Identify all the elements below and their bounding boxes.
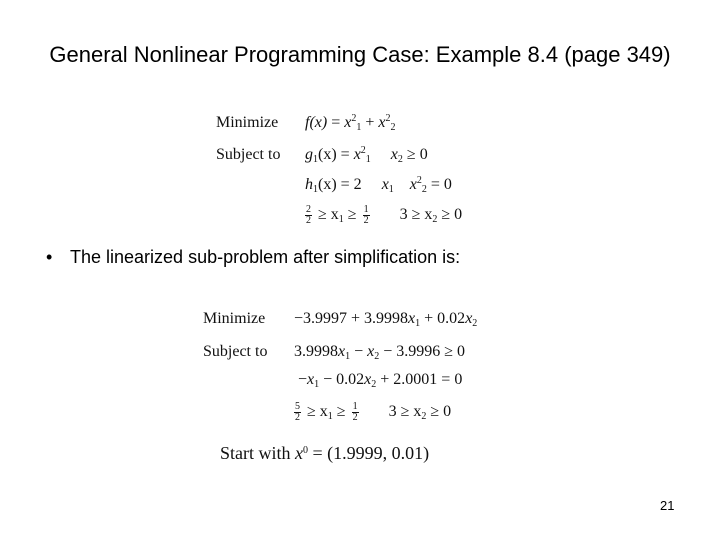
lin-constraint-1: $3.9998x_1 - x_2 - 3.9996 \ge 0$ [294, 343, 466, 362]
bullet-text: The linearized sub-problem after simplification is: [70, 247, 461, 267]
lin-bounds-constraint: $\frac{5}{2}$ ≥ $x_1$ ≥ $\frac{1}{2}$ $3 \ge x_2 \ge 0$ [295, 401, 452, 423]
bullet-item [46, 247, 460, 268]
slide-title: General Nonlinear Programming Case: Example 8.4 (page 349) [49, 42, 671, 67]
bullet-icon: • [46, 247, 53, 267]
minimize-label: Minimize [216, 114, 279, 131]
constraint-g1: $g_1(x) = x^2_1$ $x_2 \ge 0$ [305, 145, 428, 165]
lin-minimize-label: Minimize [203, 310, 266, 327]
lin-constraint-2: $-x_1 - 0.02x_2 + 2.0001 = 0$ [298, 371, 463, 390]
subject-to-label: Subject to [216, 146, 281, 163]
lin-subject-to-label: Subject to [203, 343, 268, 360]
constraint-h1: $h_1(x) = 2$ $x_1$ $x^2_2 = 0$ [305, 175, 452, 195]
start-point: Start with $x^0 = (1.9999$, 0.01) [220, 443, 430, 463]
page-number: 21 [660, 498, 675, 513]
lin-objective: $-3.9997 + 3.9998x_1 + 0.02x_2$ [294, 310, 478, 329]
objective-function: $f(x) = x^2_1 + x^2_2$ [305, 113, 396, 133]
bounds-constraint: $\frac{2}{2}$ ≥ $x_1$ ≥ $\frac{1}{2}$ $3 \ge x_2 \ge 0$ [306, 204, 463, 226]
